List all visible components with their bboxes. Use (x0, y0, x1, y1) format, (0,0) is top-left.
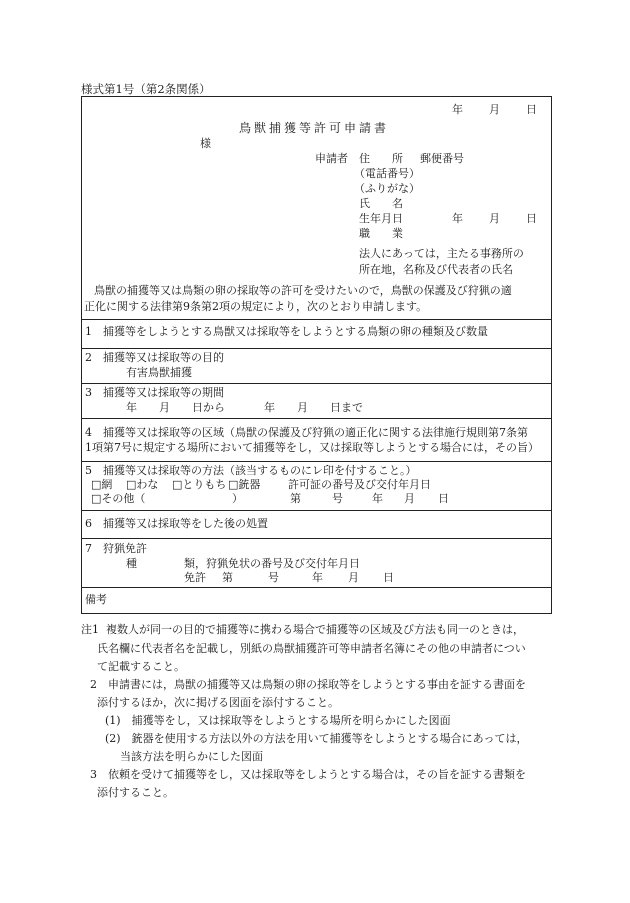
note-1-head: 注1 (81, 623, 99, 636)
note-1-line-2: 氏名欄に代表者名を記載し，別紙の鳥獣捕獲許可等申請者名簿にその他の申請者につい (97, 642, 526, 655)
note-2-sub-2-line-1: (2) 銃器を使用する方法以外の方法を用いて捕獲等をしようとする場合にあっては， (105, 732, 528, 745)
intro-line-1: 鳥獣の捕獲等又は鳥類の卵の採取等の許可を受けたいので，鳥獣の保護及び狩猟の適 (94, 284, 512, 297)
form-title: 鳥獣捕獲等許可申請書 (239, 121, 390, 135)
section-7-year: 年 (312, 571, 323, 584)
divider (82, 348, 551, 349)
section-7-kind: 種 (126, 557, 137, 570)
section-7-month: 月 (348, 571, 359, 584)
section-7-go: 号 (268, 571, 279, 584)
section-7-day: 日 (383, 571, 394, 584)
option-net: □網 (91, 478, 113, 491)
section-2-label: 2 捕獲等又は採取等の目的 (85, 351, 224, 364)
note-1-line-3: て記載すること。 (97, 660, 185, 673)
section-7-class: 類，狩猟免状の番号及び交付年月日 (184, 557, 360, 570)
section-5-year: 年 (372, 492, 383, 505)
section-5-label: 5 捕獲等又は採取等の方法（該当するものにレ印を付すること。） (85, 464, 417, 477)
note-2-line-2: 添付するほか，次に掲げる図面を添付すること。 (97, 696, 339, 709)
divider (82, 538, 551, 539)
option-trap: □わな (126, 478, 159, 491)
intro-line-2: 正化に関する法律第9条第2項の規定により，次のとおり申請します。 (84, 300, 428, 313)
section-7-license: 免許 (184, 571, 206, 584)
section-7-dai: 第 (222, 571, 233, 584)
section-1-label: 1 捕獲等をしようとする鳥獣又は採取等をしようとする鳥類の卵の種類及び数量 (85, 325, 488, 338)
section-3-label: 3 捕獲等又は採取等の期間 (85, 386, 224, 399)
section-5-day: 日 (438, 492, 449, 505)
option-other-close: ） (232, 492, 243, 505)
section-4-line-2: 1項第7号に規定する場所において捕獲等をし，又は採取等しようとする場合には，その旨） (85, 441, 539, 454)
phone-label: （電話番号） (354, 167, 420, 180)
application-form (81, 96, 552, 614)
section-2-value: 有害鳥獣捕獲 (126, 366, 192, 379)
birth-year: 年 (452, 212, 463, 225)
divider (82, 418, 551, 419)
form-id: 様式第1号（第2条関係） (81, 82, 211, 96)
section-5-month: 月 (404, 492, 415, 505)
birth-label: 生年月日 (359, 212, 403, 225)
section-5-dai: 第 (290, 492, 301, 505)
corp-note-2: 所在地，名称及び代表者の氏名 (359, 263, 513, 276)
birth-day: 日 (526, 212, 537, 225)
note-2-sub-2-line-2: 当該方法を明らかにした図面 (120, 750, 263, 763)
corp-note-1: 法人にあっては，主たる事務所の (359, 247, 524, 260)
section-7-label: 7 狩猟免許 (85, 542, 147, 555)
section-4-line-1: 4 捕獲等又は採取等の区域（鳥獣の保護及び狩猟の適正化に関する法律施行規則第7条第 (85, 426, 528, 439)
divider (82, 510, 551, 511)
license-number-label: 許可証の番号及び交付年月日 (288, 478, 431, 491)
note-2-sub-1: (1) 捕獲等をし，又は採取等をしようとする場所を明らかにした図面 (105, 714, 451, 727)
note-3-line-1: 3 依頼を受けて捕獲等をし，又は採取等をしようとする場合は，その旨を証する書類を (90, 768, 526, 781)
job-label: 職 業 (359, 227, 403, 240)
divider (82, 319, 551, 320)
option-other: □その他（ (91, 492, 146, 505)
note-1-line-1: 複数人が同一の目的で捕獲等に携わる場合で捕獲等の区域及び方法も同一のときは， (106, 623, 524, 636)
option-birdlime: □とりもち (172, 478, 227, 491)
postal-label: 郵便番号 (420, 152, 464, 165)
date-month: 月 (489, 103, 500, 116)
name-label: 氏 名 (359, 197, 403, 210)
birth-month: 月 (489, 212, 500, 225)
divider (82, 383, 551, 384)
section-3-to: 年 月 日まで (264, 401, 363, 414)
remarks-label: 備考 (85, 593, 107, 606)
addressee: 様 (200, 137, 211, 150)
note-3-line-2: 添付すること。 (97, 786, 174, 799)
divider (82, 461, 551, 462)
date-day: 日 (526, 103, 537, 116)
applicant-label: 申請者 (315, 152, 348, 165)
date-year: 年 (452, 103, 463, 116)
divider (82, 587, 551, 588)
option-gun: □銃器 (228, 478, 261, 491)
section-5-go: 号 (332, 492, 343, 505)
section-6-label: 6 捕獲等又は採取等をした後の処置 (85, 517, 268, 530)
section-3-from: 年 月 日から (126, 401, 225, 414)
address-label: 住 所 (359, 152, 403, 165)
note-2-line-1: 2 申請書には，鳥獣の捕獲等又は鳥類の卵の採取等をしようとする事由を証する書面を (90, 678, 526, 691)
furigana-label: （ふりがな） (354, 182, 420, 195)
